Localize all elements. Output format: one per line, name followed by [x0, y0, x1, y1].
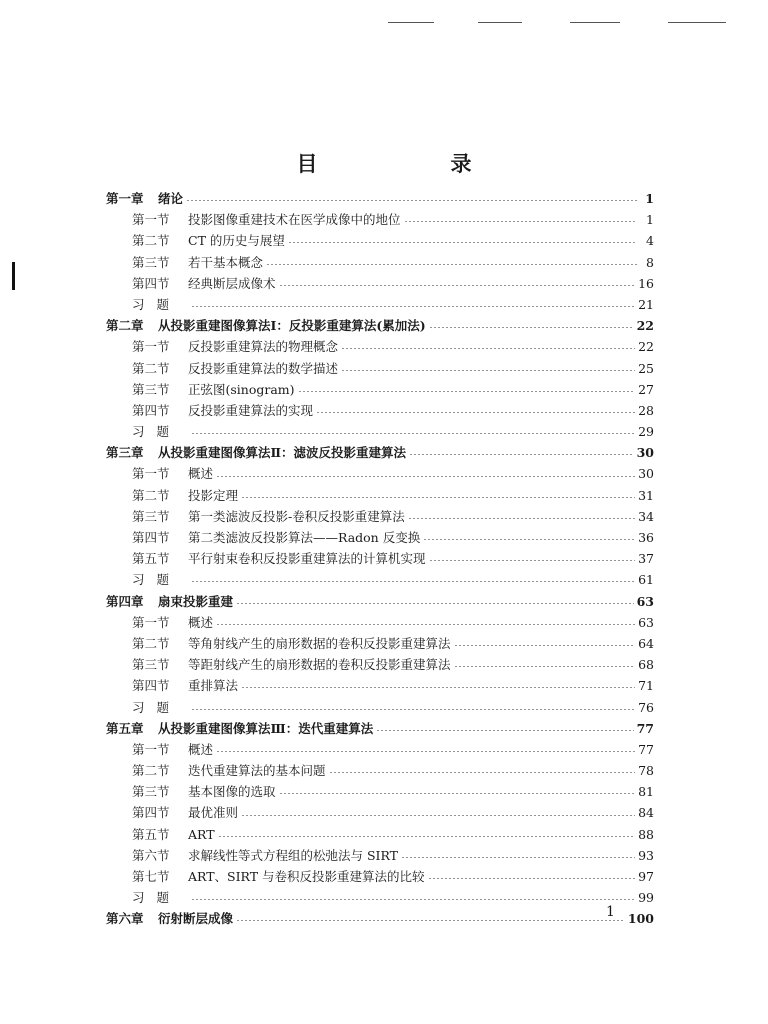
toc-entry-number: 第三节	[132, 508, 170, 524]
header-rule	[478, 22, 522, 23]
toc-entry-page: 71	[638, 678, 654, 694]
dot-leader	[216, 476, 635, 477]
toc-entry-title: 若干基本概念	[188, 254, 264, 270]
toc-entry-title: 扇束投影重建	[158, 593, 234, 609]
toc-entry-title: 最优准则	[188, 805, 239, 821]
toc-entry-title: 求解线性等式方程组的松弛法与 SIRT	[188, 847, 399, 863]
toc-entry-page: 77	[636, 720, 654, 736]
toc-entry-section[interactable]	[106, 781, 654, 802]
toc-entry-number: 第四节	[132, 402, 170, 418]
toc-entry-page: 30	[636, 445, 654, 461]
toc-entry-section[interactable]	[106, 654, 654, 675]
toc-entry-title: 投影定理	[188, 487, 239, 503]
toc-entry-title: 第一类滤波反投影-卷积反投影重建算法	[188, 508, 405, 524]
toc-entry-page: 84	[638, 805, 654, 821]
toc-entry-number: 第四节	[132, 530, 170, 545]
toc-entry-section[interactable]	[106, 866, 654, 887]
toc-entry-page: 64	[638, 635, 654, 651]
toc-entry-chapter[interactable]	[106, 442, 654, 463]
toc-entry-page: 100	[627, 911, 654, 927]
dot-leader	[288, 242, 637, 243]
toc-entry-title: 重排算法	[188, 678, 239, 694]
toc-entry-page: 21	[638, 296, 654, 312]
toc-entry-number: 第一节	[132, 339, 170, 355]
dot-leader	[404, 221, 637, 222]
toc-entry-title: 平行射束卷积反投影重建算法的计算机实现	[188, 551, 426, 567]
toc-entry-page: 16	[638, 275, 654, 291]
dot-leader	[429, 327, 634, 328]
toc-entry-number: 第四节	[132, 678, 170, 694]
dot-leader	[279, 285, 636, 286]
dot-leader	[191, 899, 635, 900]
toc-entry-page: 97	[638, 869, 654, 884]
toc-entry-page: 22	[636, 318, 654, 334]
dot-leader	[316, 412, 635, 413]
toc-entry-number: 第七节	[132, 869, 170, 884]
dot-leader	[454, 645, 636, 646]
toc-entry-page: 78	[638, 763, 654, 779]
toc-entry-section[interactable]	[106, 845, 654, 866]
dot-leader	[191, 581, 635, 582]
toc-entry-page: 93	[638, 847, 654, 863]
toc-entry-title: 反投影重建算法的实现	[188, 402, 314, 418]
dot-leader	[216, 751, 635, 752]
dot-leader	[298, 391, 636, 392]
toc-entry-section[interactable]	[106, 336, 654, 357]
toc-entry-number: 第六节	[132, 847, 170, 863]
toc-entry-title: 概述	[188, 614, 214, 630]
header-rule	[388, 22, 434, 23]
toc-entry-number: 习题	[132, 890, 182, 906]
toc-entry-exercise[interactable]	[106, 697, 654, 718]
toc-entry-title: 等距射线产生的扇形数据的卷积反投影重建算法	[188, 657, 451, 673]
toc-entry-number: 第一节	[132, 466, 170, 482]
toc-entry-section[interactable]	[106, 675, 654, 696]
toc-entry-page: 1	[645, 191, 654, 206]
toc-entry-chapter[interactable]	[106, 718, 654, 739]
dot-leader	[241, 687, 635, 688]
page-number: 1	[606, 904, 615, 920]
toc-entry-number: 第二节	[132, 233, 170, 249]
dot-leader	[216, 624, 635, 625]
dot-leader	[428, 878, 636, 879]
toc-entry-page: 76	[638, 699, 654, 715]
toc-entry-page: 88	[638, 826, 654, 842]
dot-leader	[186, 200, 637, 201]
dot-leader	[408, 518, 635, 519]
toc-entry-exercise[interactable]	[106, 569, 654, 590]
margin-mark	[12, 262, 15, 290]
toc-entry-page: 99	[638, 890, 654, 906]
dot-leader	[279, 793, 636, 794]
toc-entry-page: 30	[638, 466, 654, 482]
toc-entry-number: 第五节	[132, 551, 170, 567]
toc-entry-title: 投影图像重建技术在医学成像中的地位	[188, 212, 401, 228]
table-of-contents	[106, 188, 654, 930]
toc-entry-number: 第二节	[132, 487, 170, 503]
toc-entry-title: CT 的历史与展望	[188, 233, 285, 249]
toc-entry-page: 22	[638, 339, 654, 355]
toc-entry-page: 63	[636, 593, 654, 609]
toc-entry-page: 28	[638, 402, 654, 418]
toc-entry-number: 第五节	[132, 826, 170, 842]
header-rule	[570, 22, 620, 23]
toc-entry-section[interactable]	[106, 209, 654, 230]
toc-entry-page: 34	[638, 508, 654, 524]
toc-entry-title: 从投影重建图像算法Ⅰ：反投影重建算法(累加法)	[158, 318, 426, 334]
toc-entry-section[interactable]	[106, 463, 654, 484]
toc-entry-section[interactable]	[106, 739, 654, 760]
header-rule	[668, 22, 726, 23]
dot-leader	[241, 815, 635, 816]
toc-entry-exercise[interactable]	[106, 887, 654, 908]
toc-entry-section[interactable]	[106, 358, 654, 379]
toc-entry-title: 概述	[188, 741, 214, 757]
dot-leader	[429, 560, 636, 561]
dot-leader	[454, 666, 636, 667]
toc-entry-chapter[interactable]	[106, 188, 654, 209]
toc-entry-number: 第二节	[132, 360, 170, 376]
toc-entry-number: 第五章	[106, 720, 144, 736]
toc-entry-title: ART	[188, 826, 215, 842]
toc-entry-title: 正弦图(sinogram)	[188, 381, 295, 397]
toc-entry-number: 第四章	[106, 593, 144, 609]
toc-entry-title: 衍射断层成像	[158, 911, 234, 927]
toc-entry-title: 反投影重建算法的物理概念	[188, 339, 339, 355]
dot-leader	[329, 772, 636, 773]
toc-entry-page: 68	[638, 657, 654, 673]
dot-leader	[241, 497, 635, 498]
toc-entry-title: 第二类滤波反投影算法——Radon 反变换	[188, 530, 421, 545]
toc-entry-section[interactable]	[106, 400, 654, 421]
toc-entry-section[interactable]	[106, 485, 654, 506]
toc-entry-section[interactable]	[106, 824, 654, 845]
toc-entry-page: 81	[638, 784, 654, 800]
toc-entry-number: 第二节	[132, 763, 170, 779]
toc-entry-title: 绪论	[158, 191, 184, 206]
toc-entry-title: 等角射线产生的扇形数据的卷积反投影重建算法	[188, 635, 451, 651]
dot-leader	[236, 603, 634, 604]
toc-entry-number: 习题	[132, 699, 182, 715]
dot-leader	[341, 348, 635, 349]
dot-leader	[341, 370, 635, 371]
toc-entry-exercise[interactable]	[106, 294, 654, 315]
toc-entry-number: 第四节	[132, 805, 170, 821]
toc-entry-title: 基本图像的选取	[188, 784, 276, 800]
toc-entry-page: 27	[638, 381, 654, 397]
toc-entry-chapter[interactable]	[106, 315, 654, 336]
toc-entry-section[interactable]	[106, 379, 654, 400]
toc-entry-number: 第二节	[132, 635, 170, 651]
toc-entry-number: 第三节	[132, 381, 170, 397]
toc-entry-section[interactable]	[106, 548, 654, 569]
toc-entry-title: 从投影重建图像算法Ⅲ：迭代重建算法	[158, 720, 374, 736]
toc-entry-page: 36	[638, 530, 654, 545]
toc-entry-page: 77	[638, 741, 654, 757]
toc-entry-number: 第四节	[132, 275, 170, 291]
toc-entry-section[interactable]	[106, 633, 654, 654]
toc-entry-page: 8	[646, 254, 654, 270]
toc-entry-page: 25	[638, 360, 654, 376]
toc-entry-title: ART、SIRT 与卷积反投影重建算法的比较	[188, 869, 425, 884]
toc-entry-title: 从投影重建图像算法Ⅱ：滤波反投影重建算法	[158, 445, 407, 461]
toc-entry-exercise[interactable]	[106, 421, 654, 442]
dot-leader	[401, 857, 635, 858]
toc-entry-number: 习题	[132, 424, 182, 440]
toc-entry-section[interactable]	[106, 252, 654, 273]
toc-entry-section[interactable]	[106, 527, 654, 548]
dot-leader	[236, 920, 625, 921]
dot-leader	[191, 433, 635, 434]
toc-entry-chapter[interactable]	[106, 908, 654, 929]
toc-entry-number: 第三节	[132, 657, 170, 673]
toc-entry-section[interactable]	[106, 612, 654, 633]
toc-entry-title: 概述	[188, 466, 214, 482]
toc-entry-page: 63	[638, 614, 654, 630]
toc-entry-page: 1	[646, 212, 654, 228]
toc-entry-number: 第一章	[106, 191, 144, 206]
dot-leader	[409, 454, 634, 455]
toc-entry-number: 第三章	[106, 445, 144, 461]
toc-entry-page: 4	[646, 233, 654, 249]
toc-entry-page: 61	[638, 572, 654, 588]
toc-entry-number: 第六章	[106, 911, 144, 927]
page-title: 目 录	[296, 151, 528, 176]
toc-entry-number: 第一节	[132, 741, 170, 757]
toc-entry-section[interactable]	[106, 273, 654, 294]
toc-entry-title: 反投影重建算法的数学描述	[188, 360, 339, 376]
toc-entry-number: 第一节	[132, 212, 170, 228]
toc-entry-title: 经典断层成像术	[188, 275, 276, 291]
toc-entry-section[interactable]	[106, 230, 654, 251]
dot-leader	[191, 709, 635, 710]
toc-entry-number: 第二章	[106, 318, 144, 334]
toc-entry-number: 习题	[132, 296, 182, 312]
dot-leader	[376, 730, 633, 731]
dot-leader	[266, 264, 637, 265]
toc-entry-section[interactable]	[106, 506, 654, 527]
toc-entry-section[interactable]	[106, 802, 654, 823]
toc-entry-number: 第三节	[132, 254, 170, 270]
toc-entry-section[interactable]	[106, 760, 654, 781]
toc-entry-number: 第三节	[132, 784, 170, 800]
toc-entry-number: 第一节	[132, 614, 170, 630]
toc-entry-page: 37	[638, 551, 654, 567]
toc-entry-chapter[interactable]	[106, 591, 654, 612]
toc-entry-page: 31	[638, 487, 654, 503]
toc-entry-title: 迭代重建算法的基本问题	[188, 763, 326, 779]
toc-entry-page: 29	[638, 424, 654, 440]
toc-entry-number: 习题	[132, 572, 182, 588]
dot-leader	[218, 836, 636, 837]
dot-leader	[423, 539, 635, 540]
dot-leader	[191, 306, 635, 307]
